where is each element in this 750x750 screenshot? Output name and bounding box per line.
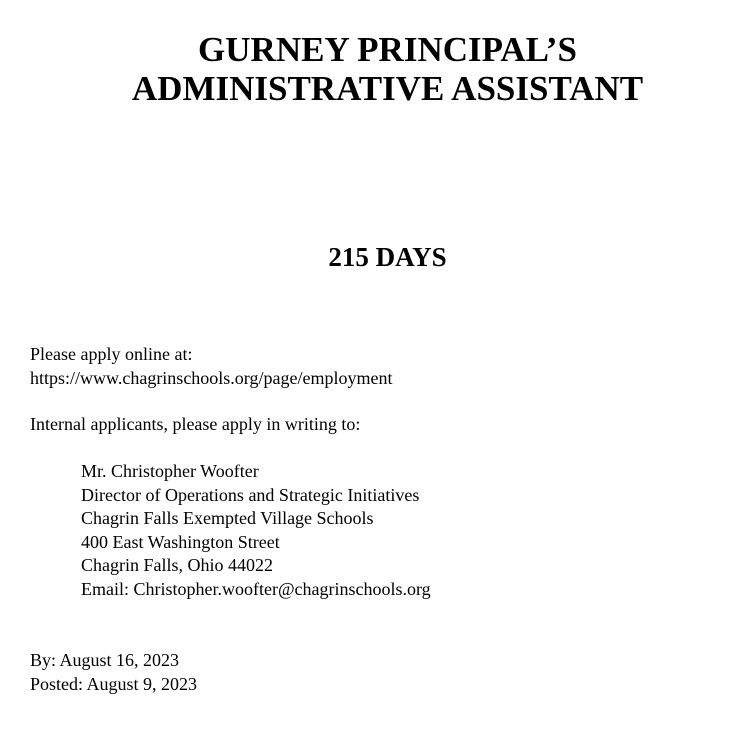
- address-position: Director of Operations and Strategic Initiatives: [81, 484, 420, 505]
- job-title: [0, 30, 750, 108]
- address-email: Email: Christopher.woofter@chagrinschools.org: [81, 578, 431, 599]
- address-organization: Chagrin Falls Exempted Village Schools: [81, 508, 374, 528]
- apply-online-intro: Please apply online at:: [30, 344, 193, 364]
- deadline-date: By: August 16, 2023: [30, 650, 180, 670]
- job-title-line-2: ADMINISTRATIVE ASSISTANT: [131, 69, 644, 108]
- internal-applicants-text: Internal applicants, please apply in writing to:: [30, 414, 361, 434]
- apply-online-url: https://www.chagrinschools.org/page/employment: [30, 367, 393, 388]
- internal-applicants-note: [30, 413, 360, 437]
- apply-online-section: [30, 343, 392, 390]
- job-title-line-1: GURNEY PRINCIPAL’S: [198, 30, 577, 69]
- posted-date: Posted: August 9, 2023: [30, 673, 198, 694]
- address-city: Chagrin Falls, Ohio 44022: [81, 555, 273, 575]
- posting-dates: [30, 649, 197, 696]
- mailing-address-block: [81, 460, 431, 601]
- address-street: 400 East Washington Street: [81, 531, 280, 552]
- address-name: Mr. Christopher Woofter: [81, 461, 259, 481]
- contract-days: 215 DAYS: [328, 242, 447, 272]
